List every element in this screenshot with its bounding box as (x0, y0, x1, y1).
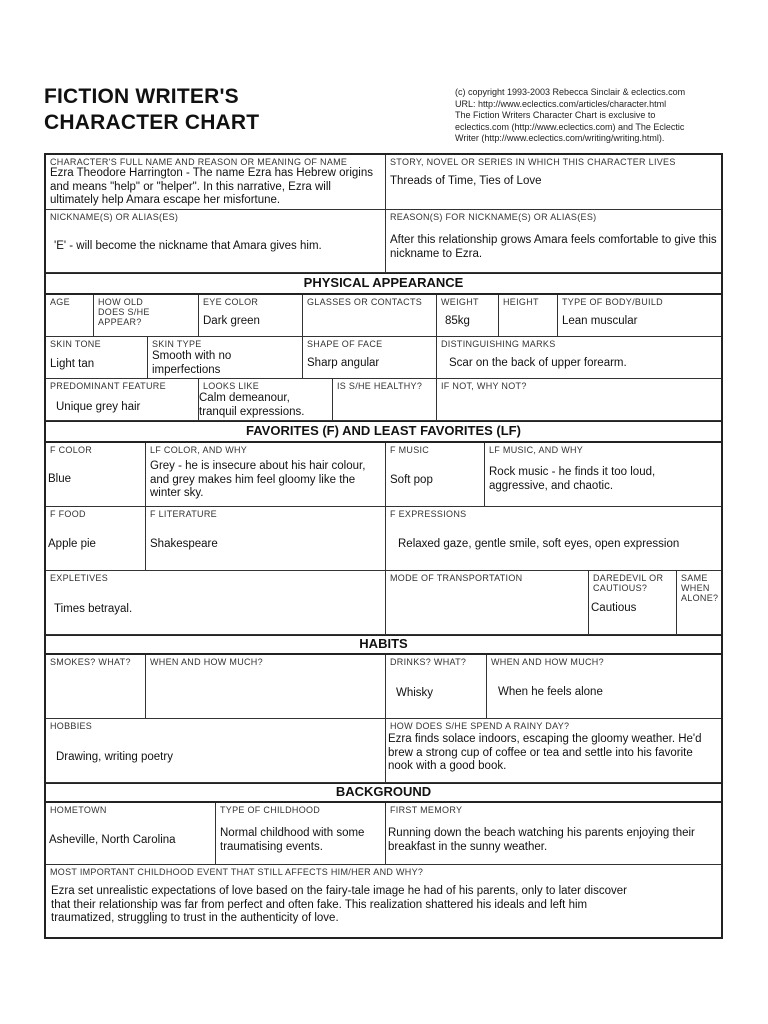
childhood-event-label: MOST IMPORTANT CHILDHOOD EVENT THAT STILL AFFECTS HIM/HER AND WHY? (50, 867, 424, 877)
looks-like-label: LOOKS LIKE (203, 381, 260, 391)
smokes-when-label: WHEN AND HOW MUCH? (150, 657, 263, 667)
background-heading: BACKGROUND (46, 783, 721, 803)
fav-literature-cell[interactable] (146, 507, 386, 571)
daredevil-cell[interactable] (589, 571, 677, 635)
fav-color-cell[interactable] (46, 443, 146, 507)
drinks-when-label: WHEN AND HOW MUCH? (491, 657, 604, 667)
rainy-day-cell[interactable] (386, 719, 721, 783)
copyright-line: URL: http://www.eclectics.com/articles/character.html (455, 98, 667, 109)
fav-music-cell[interactable] (386, 443, 485, 507)
daredevil-value: Cautious (591, 602, 637, 614)
childhood-type-value: Normal childhood with some traumatising events. (220, 827, 365, 853)
least-fav-music-cell[interactable] (485, 443, 721, 507)
face-shape-cell[interactable] (303, 337, 437, 379)
rainy-day-value: Ezra finds solace indoors, escaping the gloomy weather. He'd brew a strong cup of coffee or tea and settle into his favorite nook with a good book. (388, 733, 702, 772)
looks-like-cell[interactable] (199, 379, 333, 421)
hobbies-cell[interactable] (46, 719, 386, 783)
face-shape-value: Sharp angular (307, 357, 380, 369)
first-memory-cell[interactable] (386, 803, 721, 865)
fav-expressions-cell[interactable] (386, 507, 721, 571)
age-cell[interactable] (46, 295, 94, 337)
weight-label: WEIGHT (441, 297, 479, 307)
rainy-day-label: HOW DOES S/HE SPEND A RAINY DAY? (390, 721, 570, 731)
why-not-healthy-label: IF NOT, WHY NOT? (441, 381, 527, 391)
title-line-1: FICTION WRITER'S (44, 85, 239, 108)
eye-color-label: EYE COLOR (203, 297, 259, 307)
childhood-type-cell[interactable] (216, 803, 386, 865)
favorites-heading: FAVORITES (F) AND LEAST FAVORITES (LF) (46, 421, 721, 443)
body-type-label: TYPE OF BODY/BUILD (562, 297, 663, 307)
skin-tone-label: SKIN TONE (50, 339, 101, 349)
story-value: Threads of Time, Ties of Love (390, 175, 542, 187)
first-memory-label: FIRST MEMORY (390, 805, 463, 815)
fav-color-value: Blue (48, 473, 72, 485)
skin-tone-cell[interactable] (46, 337, 148, 379)
healthy-label: IS S/HE HEALTHY? (337, 381, 423, 391)
eye-color-value: Dark green (203, 315, 260, 327)
fav-color-label: F COLOR (50, 445, 93, 455)
drinks-label: DRINKS? WHAT? (390, 657, 467, 667)
apparent-age-label: HOW OLD DOES S/HE APPEAR? (98, 297, 150, 327)
title-line-2: CHARACTER CHART (44, 111, 260, 134)
smokes-when-cell[interactable] (146, 655, 386, 719)
fav-literature-value: Shakespeare (150, 538, 218, 550)
hometown-label: HOMETOWN (50, 805, 107, 815)
same-when-alone-label: SAME WHEN ALONE? (681, 573, 719, 603)
apparent-age-cell[interactable] (94, 295, 199, 337)
fav-literature-label: F LITERATURE (150, 509, 217, 519)
nickname-cell[interactable] (46, 210, 386, 273)
first-memory-value: Running down the beach watching his parents enjoying their breakfast in the sunny weather. (388, 827, 695, 853)
healthy-cell[interactable] (333, 379, 437, 421)
fav-music-label: F MUSIC (390, 445, 430, 455)
glasses-label: GLASSES OR CONTACTS (307, 297, 423, 307)
copyright-line: (c) copyright 1993-2003 Rebecca Sinclair & eclectics.com (455, 87, 686, 97)
full-name-value: Ezra Theodore Harrington - The name Ezra has Hebrew origins and means "help" or "helper". In this narrative, Ezra will ultimately help Amara escape her misfortune. (50, 167, 374, 206)
hobbies-label: HOBBIES (50, 721, 93, 731)
fav-food-value: Apple pie (48, 538, 96, 550)
story-cell[interactable] (386, 155, 721, 210)
expletives-label: EXPLETIVES (50, 573, 109, 583)
daredevil-label: DAREDEVIL OR CAUTIOUS? (593, 573, 664, 593)
skin-type-value: Smooth with no imperfections (152, 350, 232, 376)
smokes-label: SMOKES? WHAT? (50, 657, 131, 667)
childhood-type-label: TYPE OF CHILDHOOD (220, 805, 321, 815)
nickname-reason-cell[interactable] (386, 210, 721, 273)
age-label: AGE (50, 297, 70, 307)
fav-food-label: F FOOD (50, 509, 86, 519)
weight-cell[interactable] (437, 295, 499, 337)
predominant-feature-label: PREDOMINANT FEATURE (50, 381, 166, 391)
childhood-event-value: Ezra set unrealistic expectations of love based on the fairy-tale image he had of his parents, only to later discover that their relationship was far from perfect and often fake. This realization shattered his ideals and left him traumatized, struggling to trust in the authenticity of love. (51, 885, 627, 924)
weight-value: 85kg (445, 315, 470, 327)
face-shape-label: SHAPE OF FACE (307, 339, 383, 349)
copyright-line: The Fiction Writers Character Chart is exclusive to (455, 110, 656, 120)
same-when-alone-cell[interactable] (677, 571, 721, 635)
drinks-when-cell[interactable] (487, 655, 721, 719)
nickname-reason-label: REASON(S) FOR NICKNAME(S) OR ALIAS(ES) (390, 212, 597, 222)
looks-like-value: Calm demeanour, tranquil expressions. (199, 392, 305, 418)
drinks-cell[interactable] (386, 655, 487, 719)
drinks-value: Whisky (396, 687, 434, 699)
copyright-line: Writer (http://www.eclectics.com/writing/writing.html). (455, 133, 665, 143)
drinks-when-value: When he feels alone (498, 686, 603, 698)
copyright-line: eclectics.com (http://www.eclectics.com) and The Eclectic (455, 121, 685, 132)
character-chart-form (44, 153, 723, 939)
childhood-event-cell[interactable] (46, 865, 721, 937)
physical-appearance-heading: PHYSICAL APPEARANCE (46, 273, 721, 295)
least-fav-color-label: LF COLOR, AND WHY (150, 445, 248, 455)
expletives-value: Times betrayal. (54, 603, 133, 615)
skin-tone-value: Light tan (50, 358, 95, 370)
full-name-label: CHARACTER'S FULL NAME AND REASON OR MEANING OF NAME (50, 157, 348, 167)
nickname-value: 'E' - will become the nickname that Amara gives him. (54, 240, 322, 252)
smokes-cell[interactable] (46, 655, 146, 719)
habits-heading: HABITS (46, 635, 721, 655)
height-cell[interactable] (499, 295, 558, 337)
copyright-notice (455, 87, 735, 145)
expletives-cell[interactable] (46, 571, 386, 635)
least-fav-music-label: LF MUSIC, AND WHY (489, 445, 584, 455)
hometown-value: Asheville, North Carolina (49, 834, 176, 846)
predominant-feature-value: Unique grey hair (56, 401, 141, 413)
predominant-feature-cell[interactable] (46, 379, 199, 421)
hometown-cell[interactable] (46, 803, 216, 865)
skin-type-cell[interactable] (148, 337, 303, 379)
body-type-cell[interactable] (558, 295, 721, 337)
fav-food-cell[interactable] (46, 507, 146, 571)
distinguishing-marks-value: Scar on the back of upper forearm. (449, 357, 627, 369)
least-fav-color-cell[interactable] (146, 443, 386, 507)
distinguishing-marks-cell[interactable] (437, 337, 721, 379)
fav-music-value: Soft pop (390, 474, 433, 486)
nickname-label: NICKNAME(S) OR ALIAS(ES) (50, 212, 179, 222)
least-fav-color-value: Grey - he is insecure about his hair colour, and grey makes him feel gloomy like the winter sky. (150, 460, 366, 499)
transportation-cell[interactable] (386, 571, 589, 635)
distinguishing-marks-label: DISTINGUISHING MARKS (441, 339, 556, 349)
body-type-value: Lean muscular (562, 315, 638, 327)
document-title (44, 84, 259, 136)
nickname-reason-value: After this relationship grows Amara feels comfortable to give this nickname to Ezra. (390, 234, 717, 260)
fav-expressions-value: Relaxed gaze, gentle smile, soft eyes, open expression (398, 538, 680, 550)
hobbies-value: Drawing, writing poetry (56, 751, 173, 763)
why-not-healthy-cell[interactable] (437, 379, 721, 421)
eye-color-cell[interactable] (199, 295, 303, 337)
full-name-cell[interactable] (46, 155, 386, 210)
transportation-label: MODE OF TRANSPORTATION (390, 573, 523, 583)
least-fav-music-value: Rock music - he finds it too loud, aggressive, and chaotic. (489, 466, 656, 492)
height-label: HEIGHT (503, 297, 539, 307)
story-label: STORY, NOVEL OR SERIES IN WHICH THIS CHARACTER LIVES (390, 157, 676, 167)
glasses-cell[interactable] (303, 295, 437, 337)
fav-expressions-label: F EXPRESSIONS (390, 509, 467, 519)
skin-type-label: SKIN TYPE (152, 339, 202, 349)
